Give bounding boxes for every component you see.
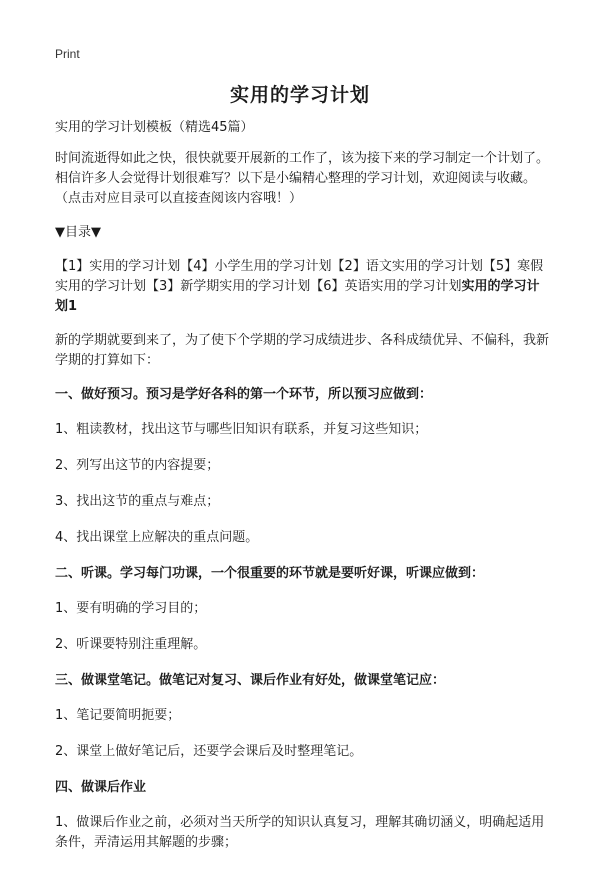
section-heading: 四、做课后作业 (55, 780, 147, 795)
list-item: 1、要有明确的学习目的； (55, 601, 207, 616)
section-heading: 二、听课。学习每门功课，一个很重要的环节就是要听好课，听课应做到： (55, 566, 485, 581)
list-item: 1、做课后作业之前，必须对当天所学的知识认真复习，理解其确切涵义，明确起适用条件，弄清运用其解题的步骤； (55, 815, 545, 850)
list-item: 2、课堂上做好笔记后，还要学会课后及时整理笔记。 (55, 744, 363, 759)
list-item: 1、笔记要简明扼要； (55, 708, 181, 723)
toc-label: ▼目录▼ (55, 225, 101, 240)
opening-paragraph: 新的学期就要到来了，为了使下个学期的学习成绩进步、各科成绩优异、不偏科，我新学期的打算如下： (55, 333, 550, 368)
section-heading: 三、做课堂笔记。做笔记对复习、课后作业有好处，做课堂笔记应： (55, 673, 446, 688)
section-heading: 一、做好预习。预习是学好各科的第一个环节，所以预习应做到： (55, 387, 433, 402)
print-label[interactable]: Print (55, 47, 80, 61)
toc-links[interactable]: 【1】实用的学习计划【4】小学生用的学习计划【2】语文实用的学习计划【5】寒假实用的学习计划【3】新学期实用的学习计划【6】英语实用的学习计划 (55, 259, 544, 294)
intro-paragraph: 时间流逝得如此之快，很快就要开展新的工作了，该为接下来的学习制定一个计划了。相信许多人会觉得计划很难写？以下是小编精心整理的学习计划，欢迎阅读与收藏。（点击对应目录可以直接查阅该内容哦！） (55, 151, 550, 206)
list-item: 3、找出这节的重点与难点； (55, 494, 220, 509)
article-body (55, 118, 550, 869)
list-item: 1、粗读教材，找出这节与哪些旧知识有联系，并复习这些知识； (55, 422, 428, 437)
toc-paragraph (55, 257, 550, 317)
toc-section-title: 实用的学习计划1 (55, 279, 540, 314)
list-item: 4、找出课堂上应解决的重点问题。 (55, 530, 259, 545)
list-item: 2、听课要特别注重理解。 (55, 637, 207, 652)
article-subtitle: 实用的学习计划模板（精选45篇） (55, 120, 254, 135)
page-title: 实用的学习计划 (229, 84, 370, 106)
list-item: 2、列写出这节的内容提要； (55, 458, 220, 473)
